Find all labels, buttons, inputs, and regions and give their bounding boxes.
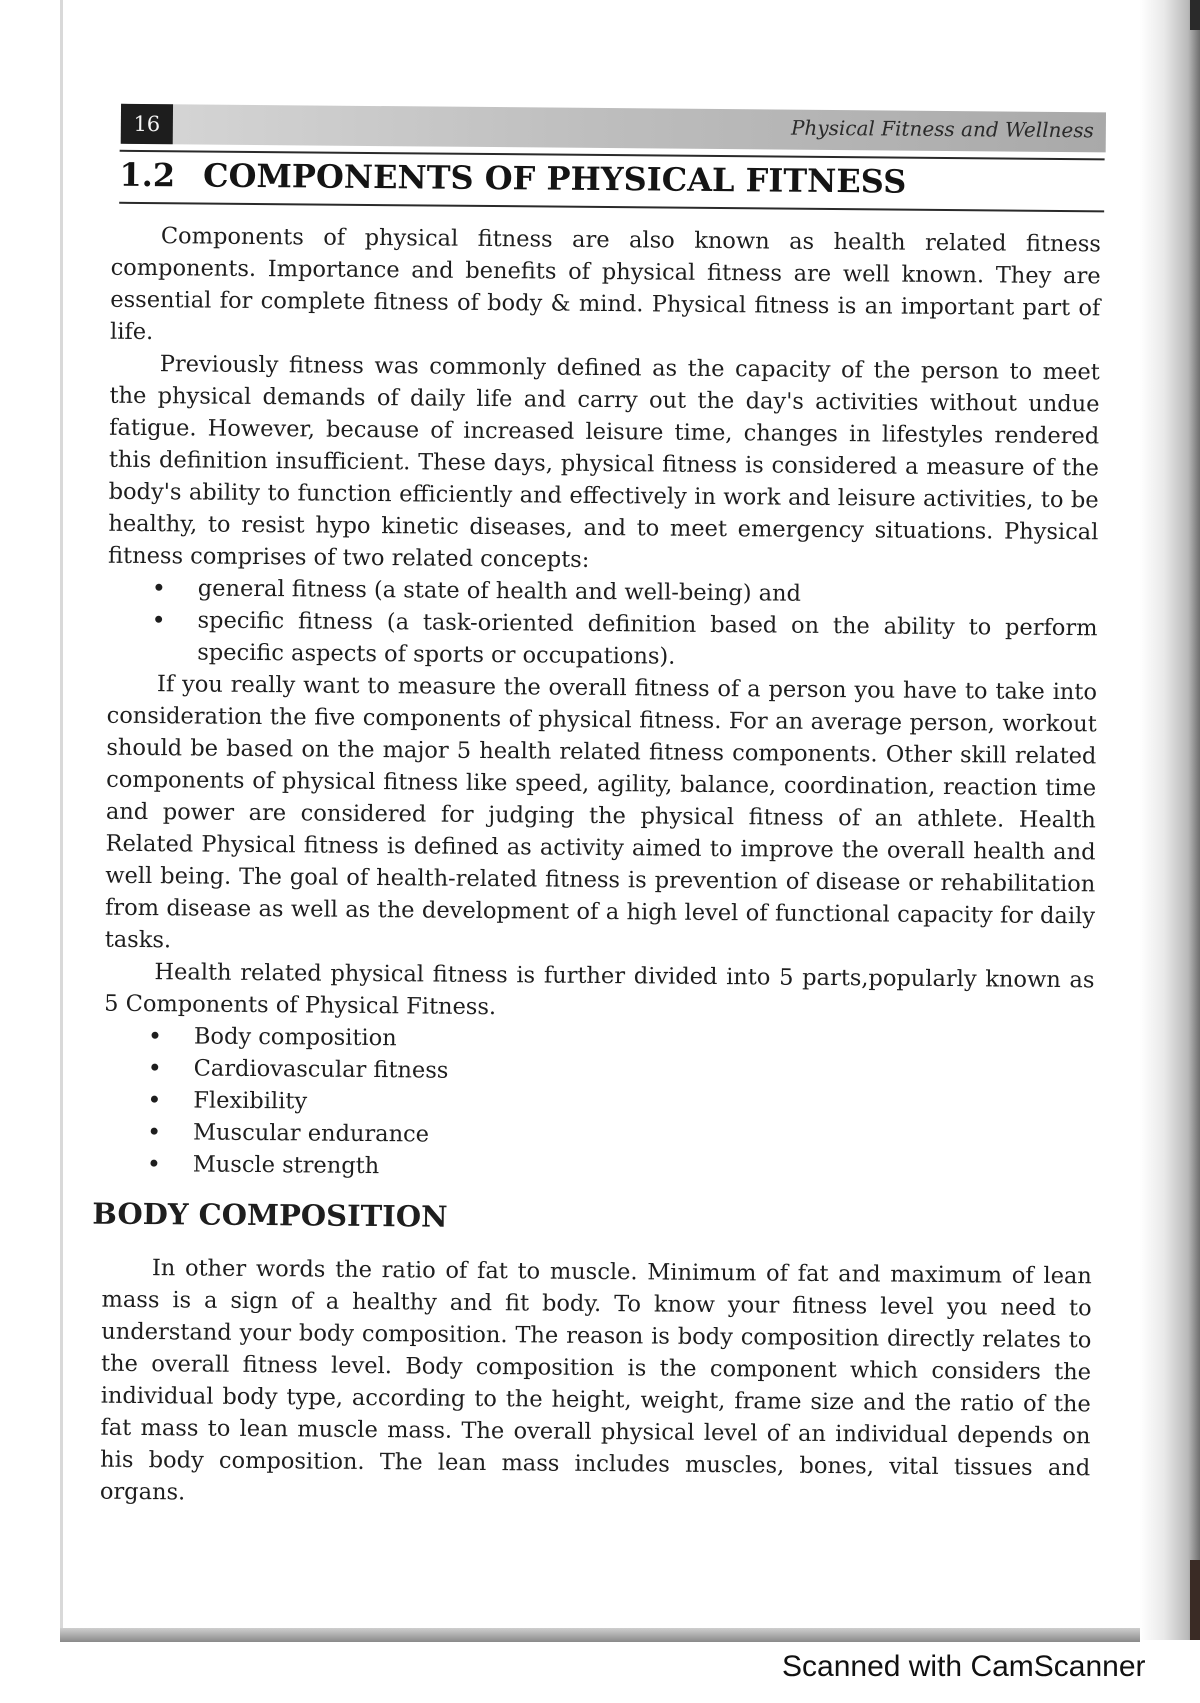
list-item: • specific fitness (a task-oriented definition based on the ability to perform specific aspects of sports or occupations). [197,604,1098,676]
scanner-watermark: Scanned with CamScanner [782,1650,1146,1683]
section-heading: COMPONENTS OF PHYSICAL FITNESS [202,156,907,201]
subheading: BODY COMPOSITION [92,1196,448,1234]
paragraph: In other words the ratio of fat to muscle. Minimum of fat and maximum of lean mass is a sign of a healthy and fit body. To know your fitness level you need to understand your body composition. The reason is body composition directly relates to the overall fitness level. Body composition is the component which considers the individual body type, according to the height, weight, frame size and the ratio of the fat mass to lean muscle mass. The overall physical level of an individual depends on his body composition. The lean mass includes muscles, bones, vital tissues and organs. [99,1255,1092,1506]
concepts-list [107,572,1098,677]
list-item: • Body composition [194,1020,1094,1060]
components-list [103,1020,1094,1189]
section-title [119,156,1104,213]
page-header [121,104,1106,153]
paragraph: Components of physical fitness are also known as health related fitness components. Importance and benefits of physical fitness are well known. They are essential for complete fitness of body & mind. Physical fitness is an important part of life. [109,223,1101,346]
list-item: • general fitness (a state of health and well-being) and [198,572,1098,612]
running-head: Physical Fitness and Wellness [790,115,1094,143]
list-item: • Flexibility [193,1084,1093,1124]
list-item: • Cardiovascular fitness [194,1052,1094,1092]
list-item: • Muscle strength [193,1148,1093,1188]
list-item: • Muscular endurance [193,1116,1093,1156]
paragraph: Health related physical fitness is further divided into 5 parts,popularly known as 5 Components of Physical Fitness. [104,959,1095,1021]
body-text [92,220,1101,1517]
page-number: 16 [121,104,173,144]
paragraph: If you really want to measure the overall fitness of a person you have to take into consideration the five components of physical fitness. For an average person, workout should be based on the major 5 health related fitness components. Other skill related components of physical fitness like speed, agility, balance, coordination, reaction time and power are considered for judging the physical fitness of an athlete. Health Related Physical fitness is defined as activity aimed to improve the overall health and well being. The goal of health-related fitness is prevention of disease or rehabilitation from disease as well as the development of a high level of functional capacity for daily tasks. [104,671,1098,954]
section-number: 1.2 [119,155,176,195]
paragraph: Previously fitness was commonly defined as the capacity of the person to meet the physical demands of daily life and carry out the day's activities without undue fatigue. However, because of increased leisure time, changes in lifestyles rendered this definition insufficient. These days, physical fitness is considered a measure of the body's ability to function efficiently and effectively in work and leisure activities, to be healthy, to resist hypo kinetic diseases, and to meet emergency situations. Physical fitness comprises of two related concepts: [107,351,1100,573]
